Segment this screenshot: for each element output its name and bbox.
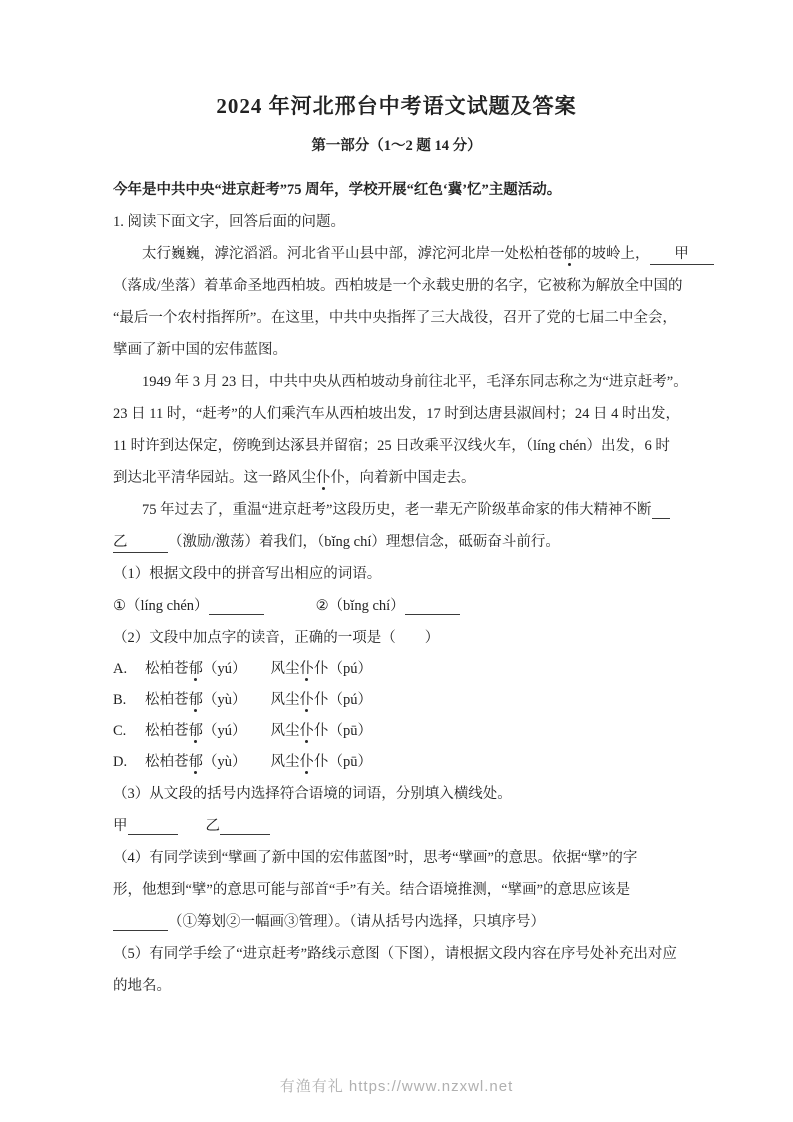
subquestion-5-line1: （5）有同学手绘了“进京赶考”路线示意图（下图），请根据文段内容在序号处补充出对应 [113, 946, 677, 962]
answer-blank-2 [405, 595, 460, 615]
option-text: （yù） [203, 754, 247, 770]
emphasized-char: 郁 [188, 754, 203, 770]
passage-p1-line1 [113, 238, 689, 270]
answer-blank-4 [113, 911, 168, 931]
passage-p3-line2 [113, 526, 680, 558]
option-text: 风尘 [270, 754, 300, 770]
passage-text: 75 年过去了，重温“进京赶考”这段历史，老一辈无产阶级革命家的伟大精神不断 [142, 502, 652, 518]
blank-yi: 乙 [113, 533, 168, 553]
pinyin-item-2-group [316, 598, 460, 614]
option-label: C. [113, 723, 127, 739]
passage-p3-line1 [113, 494, 680, 526]
jia-label: 甲 [113, 818, 128, 834]
option-label: A. [113, 661, 128, 677]
passage-p2-line1: 1949 年 3 月 23 日，中共中央从西柏坡动身前往北平，毛泽东同志称之为“进京赶考”。 [142, 374, 688, 390]
emphasized-char: 仆 [316, 470, 331, 486]
question-1-lead: 1. 阅读下面文字，回答后面的问题。 [113, 214, 345, 230]
option-text: （yù） [203, 692, 247, 708]
emphasized-char: 仆 [299, 661, 314, 677]
passage-p1-line2: （落成/坐落）着革命圣地西柏坡。西柏坡是一个永载史册的名字，它被称为解放全中国的 [113, 278, 683, 294]
passage-text: 到达北平清华园站。这一路风尘 [113, 470, 316, 486]
emphasized-char: 郁 [188, 661, 203, 677]
passage-text: 的坡岭上， [577, 246, 650, 262]
subquestion-4-line2: 形，他想到“擘”的意思可能与部首“手”有关。结合语境推测，“擘画”的意思应该是 [113, 882, 631, 898]
passage-text: 太行巍巍，滹沱滔滔。河北省平山县中部，滹沱河北岸一处松柏苍 [142, 246, 563, 262]
emphasized-char: 郁 [188, 723, 203, 739]
option-d [113, 747, 680, 778]
option-text: 仆（pú） [314, 692, 372, 708]
passage-text: 仆，向着新中国走去。 [330, 470, 476, 486]
pinyin-item-2: ②（bǐng chí） [315, 598, 405, 614]
answer-blank-1 [209, 595, 264, 615]
option-text: 松柏苍 [145, 754, 189, 770]
answer-blank-yi [220, 815, 270, 835]
option-label: D. [113, 754, 128, 770]
option-text: 松柏苍 [145, 692, 189, 708]
option-col2 [271, 661, 373, 677]
option-text: （yú） [203, 661, 247, 677]
pinyin-item-1: ①（líng chén） [113, 598, 209, 614]
option-text: 松柏苍 [145, 723, 189, 739]
subquestion-4-choices: （①筹划②一幅画③管理）。（请从括号内选择，只填序号） [168, 914, 545, 930]
subquestion-4-line3 [113, 906, 680, 938]
option-col2 [271, 692, 373, 708]
yi-group [206, 818, 271, 834]
subquestion-5-line2: 的地名。 [113, 978, 171, 994]
passage-p2-line2: 23 日 11 时，“赶考”的人们乘汽车从西柏坡出发，17 时到达唐县淑闾村；24 日 4 时出发， [113, 406, 680, 422]
emphasized-char: 郁 [562, 246, 577, 262]
subquestion-1: （1）根据文段中的拼音写出相应的词语。 [113, 566, 382, 582]
blank-line [652, 499, 670, 519]
yi-label: 乙 [205, 818, 220, 834]
jia-yi-answer-row [113, 810, 680, 842]
option-text: （yú） [203, 723, 247, 739]
option-text: 风尘 [270, 661, 300, 677]
option-col2 [271, 723, 373, 739]
subquestion-2: （2）文段中加点字的读音，正确的一项是（ ） [113, 630, 440, 646]
passage-p2-line3: 11 时许到达保定，傍晚到达涿县并留宿；25 日改乘平汉线火车，（líng chén）出发，6 时 [113, 438, 670, 454]
option-text: 仆（pú） [314, 661, 372, 677]
option-text: 风尘 [270, 692, 300, 708]
option-text: 仆（pū） [314, 754, 372, 770]
option-label: B. [113, 692, 127, 708]
option-b [113, 685, 680, 716]
passage-p2-line4 [113, 462, 680, 494]
subquestion-4-line1: （4）有同学读到“擘画了新中国的宏伟蓝图”时，思考“擘画”的意思。依据“擘”的字 [113, 850, 638, 866]
option-a [113, 654, 680, 685]
passage-text: （激励/激荡）着我们，（bǐng chí）理想信念，砥砺奋斗前行。 [168, 534, 560, 550]
emphasized-char: 仆 [299, 692, 314, 708]
pinyin-answer-row [113, 590, 680, 622]
emphasized-char: 郁 [188, 692, 203, 708]
section-heading: 第一部分（1～2 题 14 分） [311, 138, 482, 154]
passage-p1-line4: 擘画了新中国的宏伟蓝图。 [113, 342, 287, 358]
emphasized-char: 仆 [299, 754, 314, 770]
blank-jia: 甲 [650, 245, 714, 265]
emphasized-char: 仆 [299, 723, 314, 739]
option-text: 松柏苍 [145, 661, 189, 677]
page-title: 2024 年河北邢台中考语文试题及答案 [216, 94, 577, 118]
subquestion-3: （3）从文段的括号内选择符合语境的词语，分别填入横线处。 [113, 786, 512, 802]
option-text: 风尘 [270, 723, 300, 739]
intro-line: 今年是中共中央“进京赶考”75 周年，学校开展“红色‘冀’忆”主题活动。 [113, 182, 562, 198]
option-text: 仆（pū） [314, 723, 372, 739]
watermark-footer: 有渔有礼 https://www.nzxwl.net [279, 1078, 514, 1095]
option-col2 [271, 754, 373, 770]
answer-blank-jia [128, 815, 178, 835]
option-c [113, 716, 680, 747]
passage-p1-line3: “最后一个农村指挥所”。在这里，中共中央指挥了三大战役，召开了党的七届二中全会， [113, 310, 677, 326]
